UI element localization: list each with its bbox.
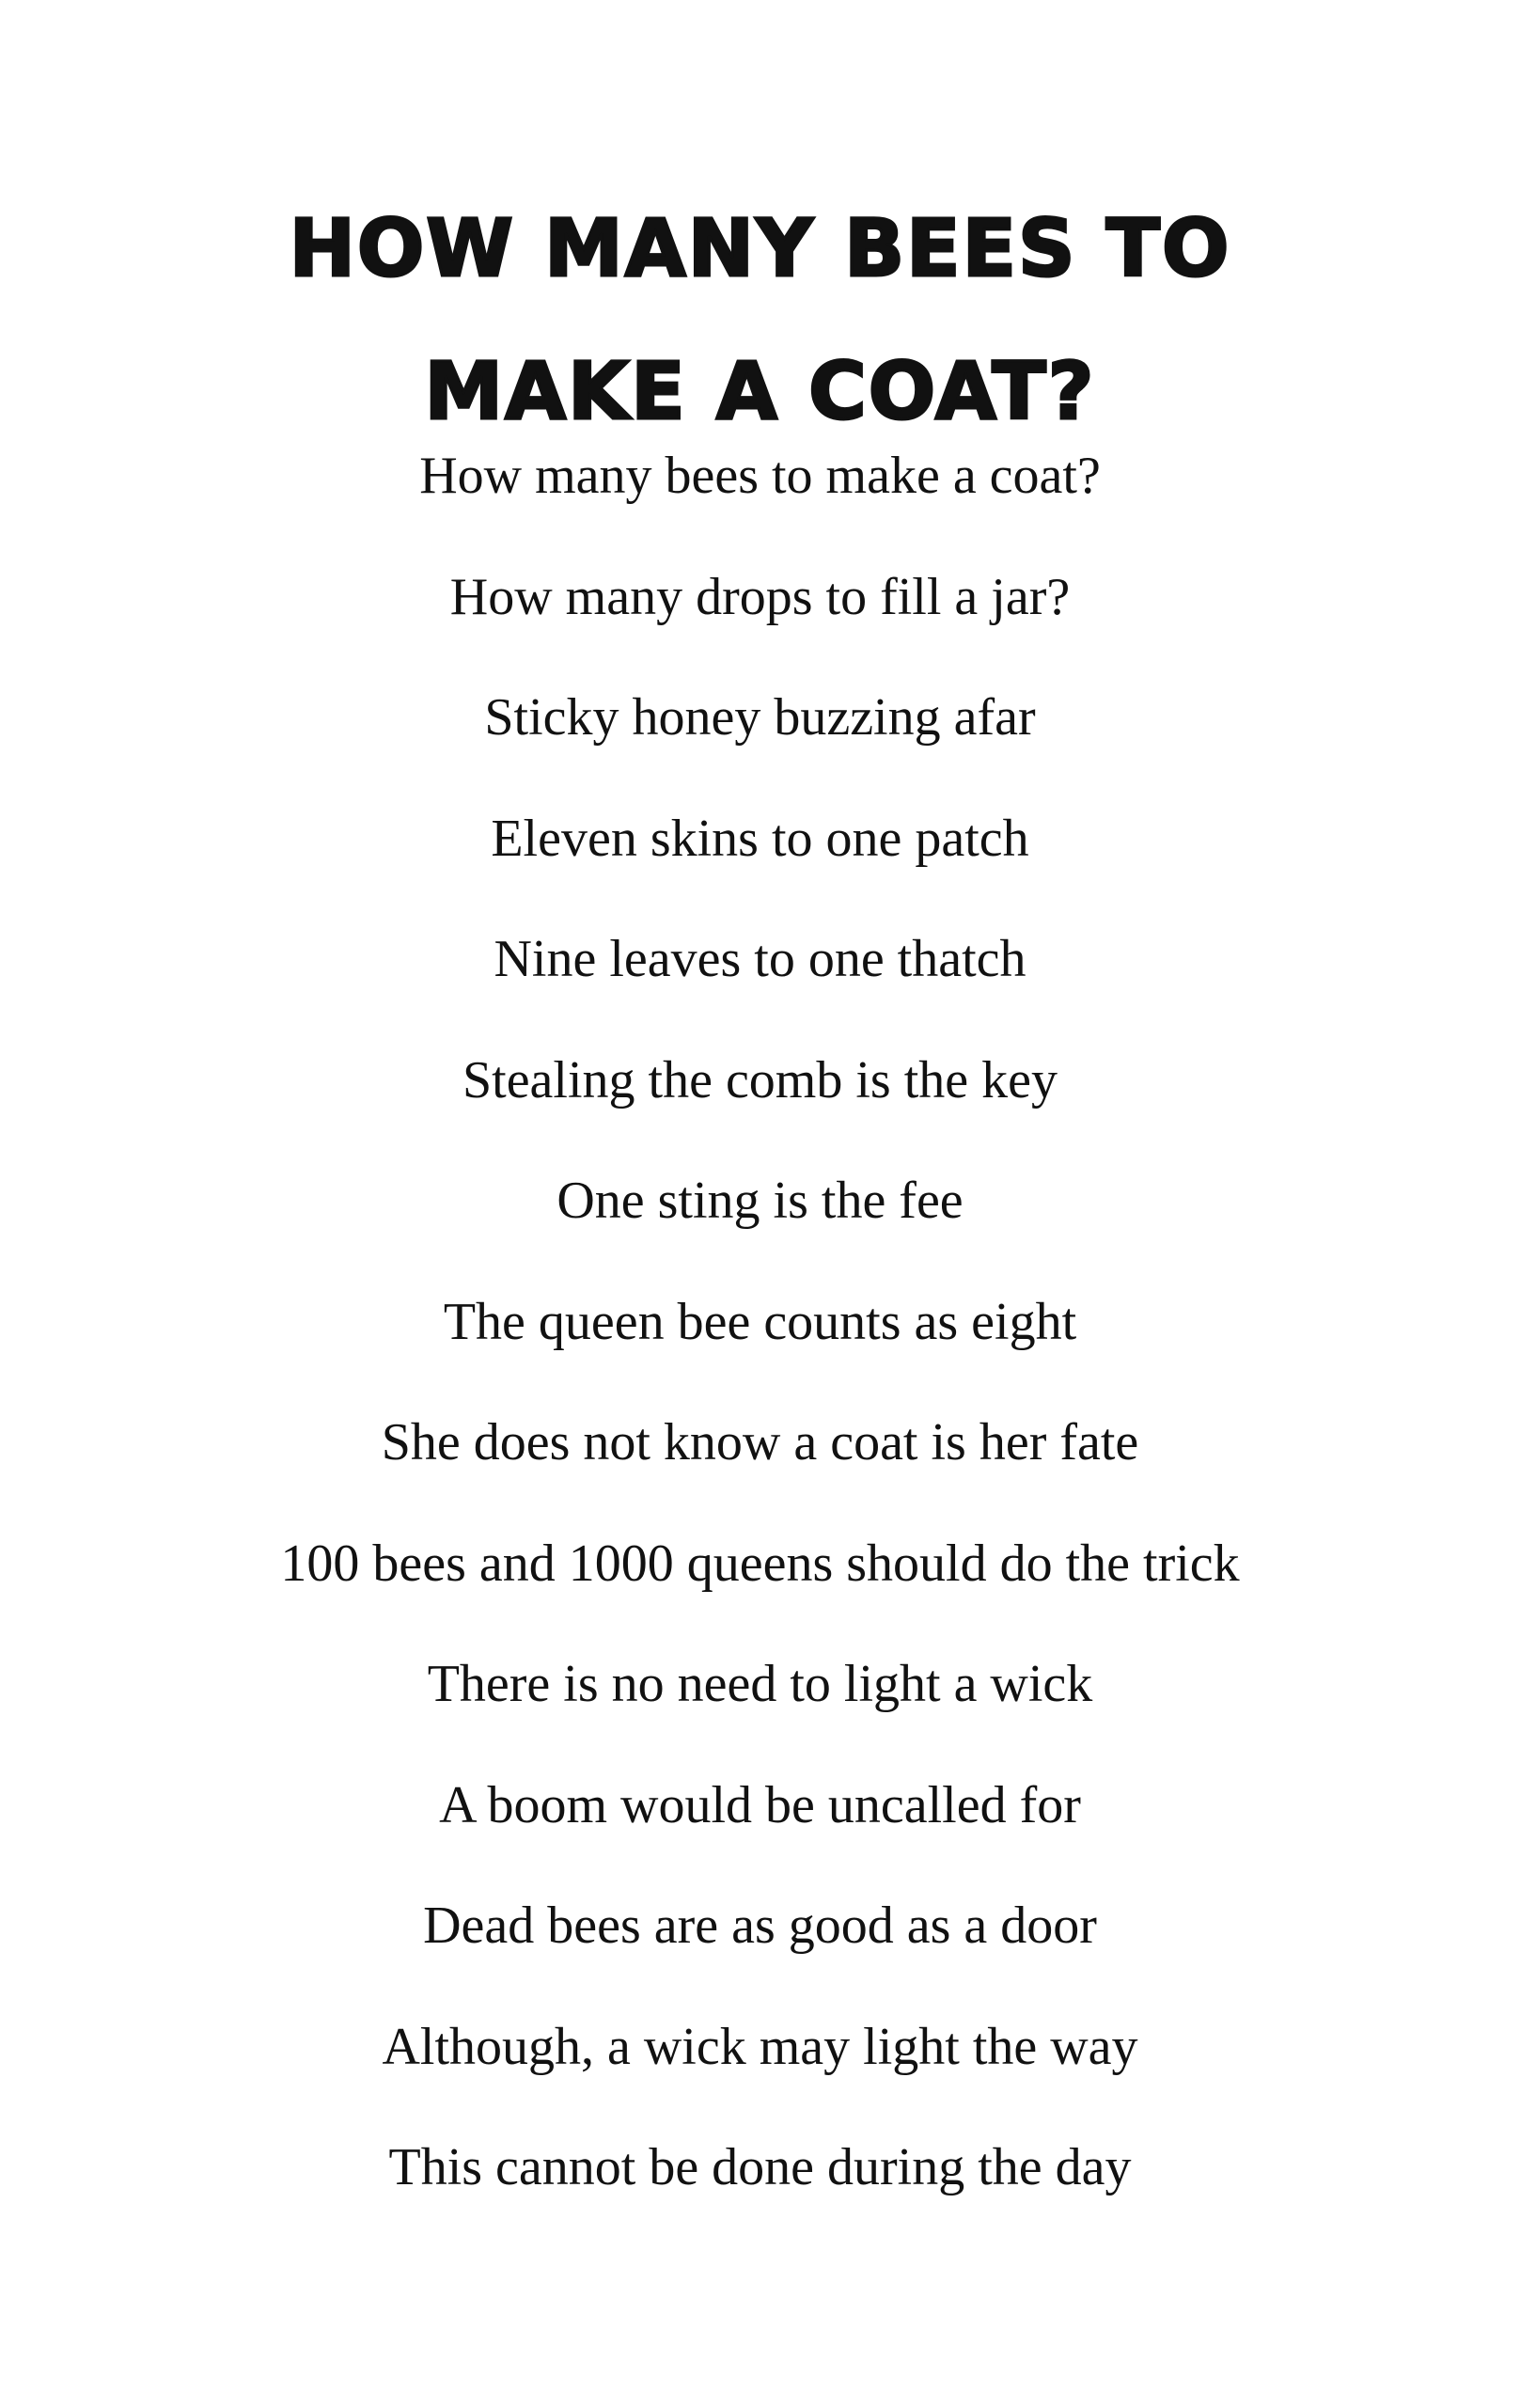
poem-title-line-2: MAKE A COAT?	[424, 345, 1096, 437]
poem-line: Although, a wick may light the way	[382, 2017, 1138, 2076]
poem-line: The queen bee counts as eight	[443, 1292, 1077, 1351]
poem-line: A boom would be uncalled for	[439, 1775, 1081, 1834]
poem-title	[0, 177, 1520, 463]
poem-line: Sticky honey buzzing afar	[484, 688, 1036, 747]
poem-line: She does not know a coat is her fate	[381, 1413, 1139, 1472]
poem-line: Dead bees are as good as a door	[423, 1896, 1097, 1955]
poem-line: Eleven skins to one patch	[491, 809, 1029, 868]
poem-line: Stealing the comb is the key	[462, 1050, 1058, 1110]
poem-body	[0, 438, 1520, 2251]
poem-line: Nine leaves to one thatch	[494, 930, 1026, 988]
poem-title-line-1: HOW MANY BEES TO	[289, 202, 1231, 294]
poem-line: 100 bees and 1000 queens should do the trick	[280, 1534, 1240, 1593]
poem-line: This cannot be done during the day	[388, 2138, 1132, 2196]
poem-line: One sting is the fee	[556, 1172, 964, 1230]
poem-line: How many bees to make a coat?	[419, 447, 1101, 505]
poem-line: How many drops to fill a jar?	[449, 567, 1071, 626]
poem-line: There is no need to light a wick	[427, 1655, 1093, 1713]
